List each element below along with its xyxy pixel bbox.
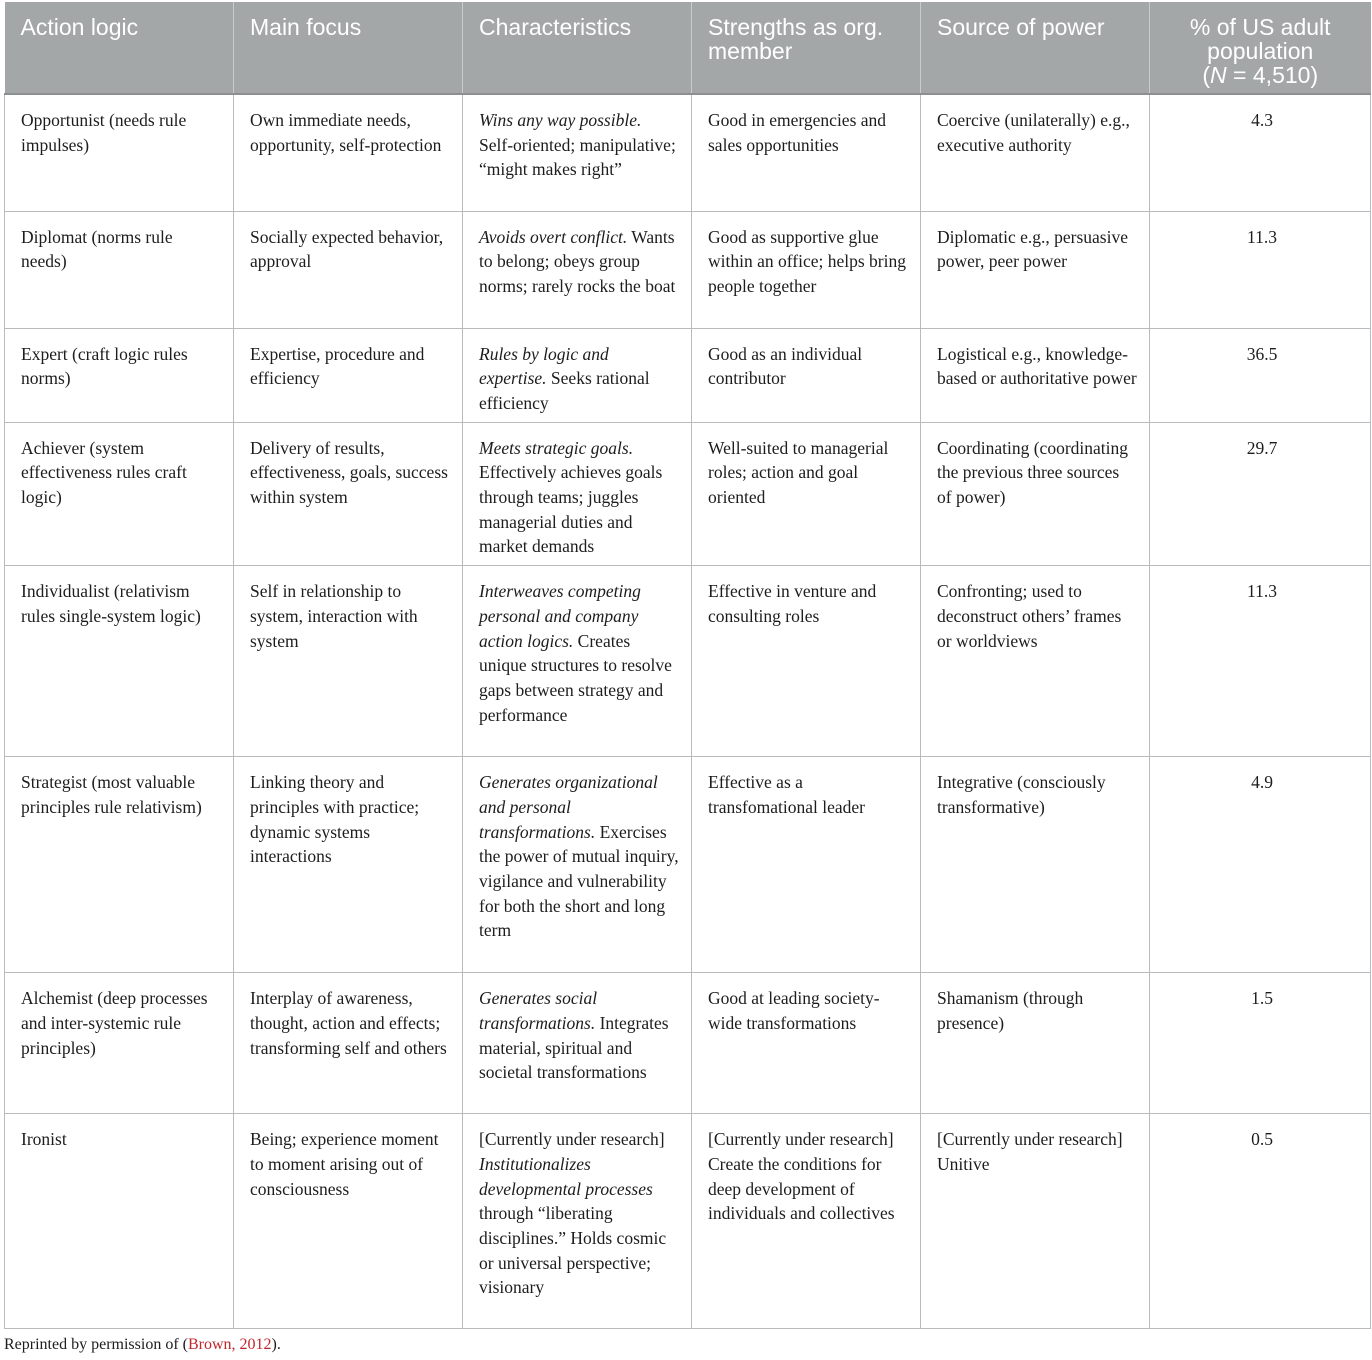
cell-main-focus: Interplay of awareness, thought, action and effects; transforming self and others xyxy=(234,973,463,1114)
characteristics-detail: Integrates material, spiritual and societal transformations xyxy=(479,1012,669,1083)
characteristics-summary: Generates organizational and personal transformations. xyxy=(479,772,658,842)
header-action-logic: Action logic xyxy=(5,2,234,94)
table-row xyxy=(5,328,1371,422)
cell-percent: 36.5 xyxy=(1150,328,1371,422)
characteristics-detail: Self-oriented; manipulative; “might makes right” xyxy=(479,134,676,180)
cell-strengths: Good at leading society-wide transformations xyxy=(692,973,921,1114)
table-body xyxy=(5,94,1371,1329)
cell-action-logic: Alchemist (deep processes and inter-systemic rule principles) xyxy=(5,973,234,1114)
header-n-value: = 4,510) xyxy=(1226,62,1319,88)
cell-main-focus: Expertise, procedure and efficiency xyxy=(234,328,463,422)
cell-source-of-power: Integrative (consciously transformative) xyxy=(921,757,1150,973)
cell-main-focus: Linking theory and principles with practice; dynamic systems interactions xyxy=(234,757,463,973)
leadership-action-logics-table xyxy=(4,2,1370,1329)
table-row xyxy=(5,566,1371,757)
table-row xyxy=(5,422,1371,566)
characteristics-summary: Rules by logic and expertise. xyxy=(479,343,609,389)
cell-percent: 11.3 xyxy=(1150,566,1371,757)
cell-action-logic: Strategist (most valuable principles rule relativism) xyxy=(5,757,234,973)
header-characteristics: Characteristics xyxy=(463,2,692,94)
header-main-focus: Main focus xyxy=(234,2,463,94)
cell-characteristics xyxy=(463,1114,692,1329)
characteristics-prefix: [Currently under research] xyxy=(479,1129,665,1150)
characteristics-detail: Exercises the power of mutual inquiry, vigilance and vulnerability for both the short and long term xyxy=(479,821,679,941)
cell-action-logic: Individualist (relativism rules single-system logic) xyxy=(5,566,234,757)
cell-source-of-power: [Currently under research] Unitive xyxy=(921,1114,1150,1329)
header-source-of-power: Source of power xyxy=(921,2,1150,94)
cell-main-focus: Own immediate needs, opportunity, self-protection xyxy=(234,94,463,211)
cell-source-of-power: Shamanism (through presence) xyxy=(921,973,1150,1114)
cell-source-of-power: Coercive (unilaterally) e.g., executive authority xyxy=(921,94,1150,211)
characteristics-summary: Interweaves competing personal and company action logics. xyxy=(479,581,641,651)
characteristics-detail: Creates unique structures to resolve gaps between strategy and performance xyxy=(479,630,672,725)
cell-strengths: Effective as a transfomational leader xyxy=(692,757,921,973)
table-row xyxy=(5,757,1371,973)
characteristics-detail: through “liberating disciplines.” Holds cosmic or universal perspective; visionary xyxy=(479,1203,667,1298)
table-row xyxy=(5,211,1371,328)
table-header xyxy=(5,2,1371,94)
cell-strengths: Good as supportive glue within an office; helps bring people together xyxy=(692,211,921,328)
cell-action-logic: Expert (craft logic rules norms) xyxy=(5,328,234,422)
table-row xyxy=(5,94,1371,211)
header-row xyxy=(5,2,1371,94)
cell-characteristics xyxy=(463,566,692,757)
cell-characteristics xyxy=(463,973,692,1114)
table-row xyxy=(5,1114,1371,1329)
cell-action-logic: Diplomat (norms rule needs) xyxy=(5,211,234,328)
cell-percent: 29.7 xyxy=(1150,422,1371,566)
cell-strengths: Effective in venture and consulting roles xyxy=(692,566,921,757)
cell-action-logic: Ironist xyxy=(5,1114,234,1329)
header-percent-line2: population xyxy=(1207,38,1314,64)
cell-percent: 1.5 xyxy=(1150,973,1371,1114)
header-percent-population: % of US adult population (N = 4,510) xyxy=(1150,2,1371,94)
data-table xyxy=(4,2,1371,1329)
citation-link[interactable]: Brown, 2012 xyxy=(187,1336,272,1353)
footnote-prefix: Reprinted by permission of ( xyxy=(4,1336,188,1353)
cell-strengths: [Currently under research] Create the conditions for deep development of individuals and collectives xyxy=(692,1114,921,1329)
cell-strengths: Good as an individual contributor xyxy=(692,328,921,422)
cell-action-logic: Opportunist (needs rule impulses) xyxy=(5,94,234,211)
characteristics-summary: Generates social transformations. xyxy=(479,988,598,1033)
cell-characteristics xyxy=(463,211,692,328)
characteristics-summary: Wins any way possible. xyxy=(479,110,642,130)
cell-percent: 4.3 xyxy=(1150,94,1371,211)
cell-source-of-power: Confronting; used to deconstruct others’ frames or worldviews xyxy=(921,566,1150,757)
characteristics-summary: Avoids overt conflict. xyxy=(479,226,628,247)
characteristics-detail: Seeks rational efficiency xyxy=(479,368,650,413)
characteristics-detail: Effectively achieves goals through teams; juggles managerial duties and market demands xyxy=(479,462,663,557)
footnote xyxy=(4,1336,281,1354)
cell-source-of-power: Diplomatic e.g., persuasive power, peer power xyxy=(921,211,1150,328)
cell-characteristics xyxy=(463,94,692,211)
cell-source-of-power: Coordinating (coordinating the previous three sources of power) xyxy=(921,422,1150,566)
characteristics-summary: Institutionalizes developmental processes xyxy=(479,1153,653,1199)
cell-strengths: Good in emergencies and sales opportunities xyxy=(692,94,921,211)
cell-strengths: Well-suited to managerial roles; action and goal oriented xyxy=(692,422,921,566)
characteristics-summary: Meets strategic goals. xyxy=(479,437,634,458)
cell-percent: 0.5 xyxy=(1150,1114,1371,1329)
cell-main-focus: Delivery of results, effectiveness, goals, success within system xyxy=(234,422,463,566)
footnote-suffix: ). xyxy=(271,1336,281,1353)
cell-characteristics xyxy=(463,757,692,973)
header-percent-line1: % of US adult xyxy=(1189,14,1331,40)
header-strengths: Strengths as org. member xyxy=(692,2,921,94)
cell-characteristics xyxy=(463,422,692,566)
characteristics-detail: Wants to belong; obeys group norms; rarely rocks the boat xyxy=(479,226,676,296)
table-row xyxy=(5,973,1371,1114)
header-n-label: N xyxy=(1210,62,1227,88)
cell-action-logic: Achiever (system effectiveness rules craft logic) xyxy=(5,422,234,566)
cell-main-focus: Socially expected behavior, approval xyxy=(234,211,463,328)
cell-main-focus: Being; experience moment to moment arising out of consciousness xyxy=(234,1114,463,1329)
cell-characteristics xyxy=(463,328,692,422)
cell-main-focus: Self in relationship to system, interaction with system xyxy=(234,566,463,757)
cell-percent: 11.3 xyxy=(1150,211,1371,328)
cell-percent: 4.9 xyxy=(1150,757,1371,973)
cell-source-of-power: Logistical e.g., knowledge-based or authoritative power xyxy=(921,328,1150,422)
